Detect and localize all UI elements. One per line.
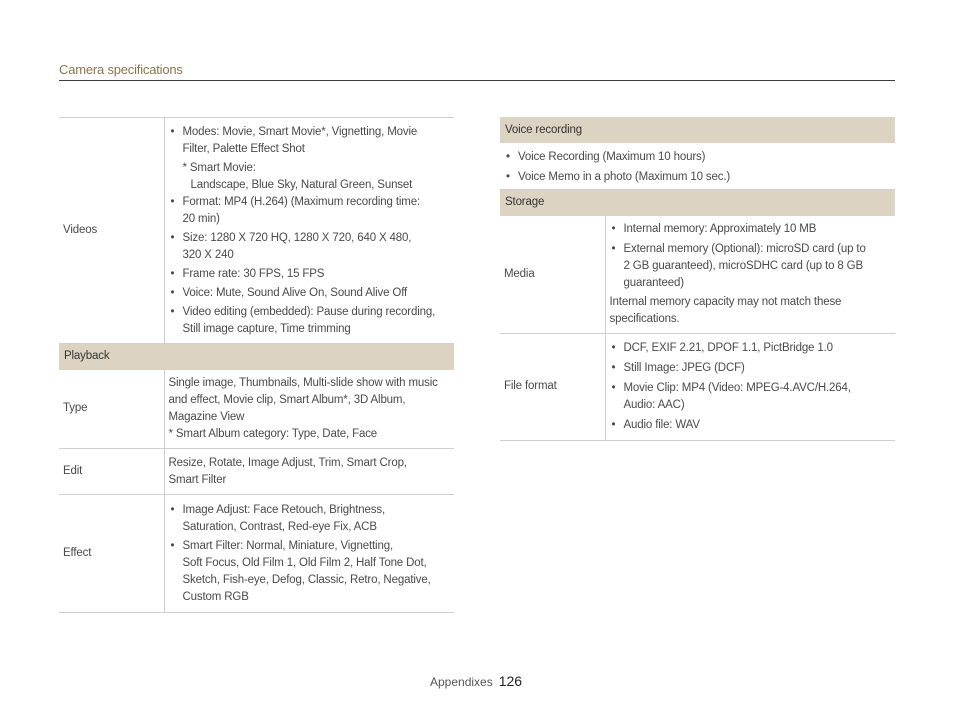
list-item: • Audio file: WAV bbox=[610, 417, 896, 434]
row-value-media bbox=[605, 216, 895, 334]
list-item: • Size: 1280 X 720 HQ, 1280 X 720, 640 X 480, 320 X 240 bbox=[169, 230, 455, 264]
list-item: • Movie Clip: MP4 (Video: MPEG-4.AVC/H.264, Audio: AAC) bbox=[610, 380, 896, 414]
section-header-playback: Playback bbox=[59, 344, 454, 370]
list-item: • Image Adjust: Face Retouch, Brightness, Saturation, Contrast, Red-eye Fix, ACB bbox=[169, 502, 455, 536]
row-value-effect bbox=[164, 494, 454, 612]
list-item: • Smart Filter: Normal, Miniature, Vignetting, Soft Focus, Old Film 1, Old Film 2, Half Tone Dot, Sketch, Fish-eye, Defog, Classic, Retro, Negative, Custom RGB bbox=[169, 538, 455, 606]
list-item: • Still Image: JPEG (DCF) bbox=[610, 360, 896, 377]
row-label-file-format: File format bbox=[500, 333, 605, 440]
list-item: • Voice Memo in a photo (Maximum 10 sec.) bbox=[504, 169, 895, 186]
table-row-type bbox=[59, 370, 454, 449]
page-header bbox=[59, 62, 895, 81]
list-item: • Format: MP4 (H.264) (Maximum recording time: 20 min) bbox=[169, 194, 455, 228]
row-value-edit: Resize, Rotate, Image Adjust, Trim, Smart Crop, Smart Filter bbox=[164, 448, 454, 494]
table-row-effect bbox=[59, 494, 454, 612]
table-row-edit bbox=[59, 448, 454, 494]
right-spec-table bbox=[500, 117, 895, 441]
row-label-videos: Videos bbox=[59, 118, 164, 344]
list-item: • External memory (Optional): microSD card (up to 2 GB guaranteed), microSDHC card (up to 8 GB guaranteed) bbox=[610, 241, 896, 292]
smart-movie-list: Landscape, Blue Sky, Natural Green, Sunset bbox=[190, 179, 413, 191]
smart-movie-note: * Smart Movie: bbox=[182, 162, 256, 174]
row-value-videos bbox=[164, 118, 454, 344]
storage-note: Internal memory capacity may not match these specifications. bbox=[609, 295, 842, 325]
list-item: • Internal memory: Approximately 10 MB bbox=[610, 221, 896, 238]
row-label-edit: Edit bbox=[59, 448, 164, 494]
page-footer bbox=[430, 673, 522, 689]
row-value-file-format bbox=[605, 333, 895, 440]
row-label-effect: Effect bbox=[59, 494, 164, 612]
row-label-media: Media bbox=[500, 216, 605, 334]
list-item: • Video editing (embedded): Pause during recording, Still image capture, Time trimming bbox=[169, 304, 455, 338]
row-value-type: Single image, Thumbnails, Multi-slide show with music and effect, Movie clip, Smart Album*, 3D Album, Magazine View * Smart Album category: Type, Date, Face bbox=[164, 370, 454, 449]
page-number: 126 bbox=[498, 673, 523, 689]
section-header-voice-recording: Voice recording bbox=[500, 117, 895, 143]
page-title: Camera specifications bbox=[59, 62, 183, 77]
list-item: • Frame rate: 30 FPS, 15 FPS bbox=[169, 266, 455, 283]
left-spec-table bbox=[59, 117, 454, 613]
footer-section-label: Appendixes bbox=[430, 675, 493, 689]
table-row-file-format bbox=[500, 333, 895, 440]
table-row-voice bbox=[500, 143, 895, 190]
table-row-videos bbox=[59, 118, 454, 344]
table-row-media bbox=[500, 216, 895, 334]
section-header-storage: Storage bbox=[500, 190, 895, 216]
list-item: • Voice: Mute, Sound Alive On, Sound Alive Off bbox=[169, 285, 455, 302]
list-item: • DCF, EXIF 2.21, DPOF 1.1, PictBridge 1.0 bbox=[610, 340, 896, 357]
row-value-voice bbox=[500, 143, 895, 190]
list-item: • Modes: Movie, Smart Movie*, Vignetting, Movie Filter, Palette Effect Shot bbox=[169, 124, 455, 158]
row-label-type: Type bbox=[59, 370, 164, 449]
list-item: • Voice Recording (Maximum 10 hours) bbox=[504, 149, 895, 166]
